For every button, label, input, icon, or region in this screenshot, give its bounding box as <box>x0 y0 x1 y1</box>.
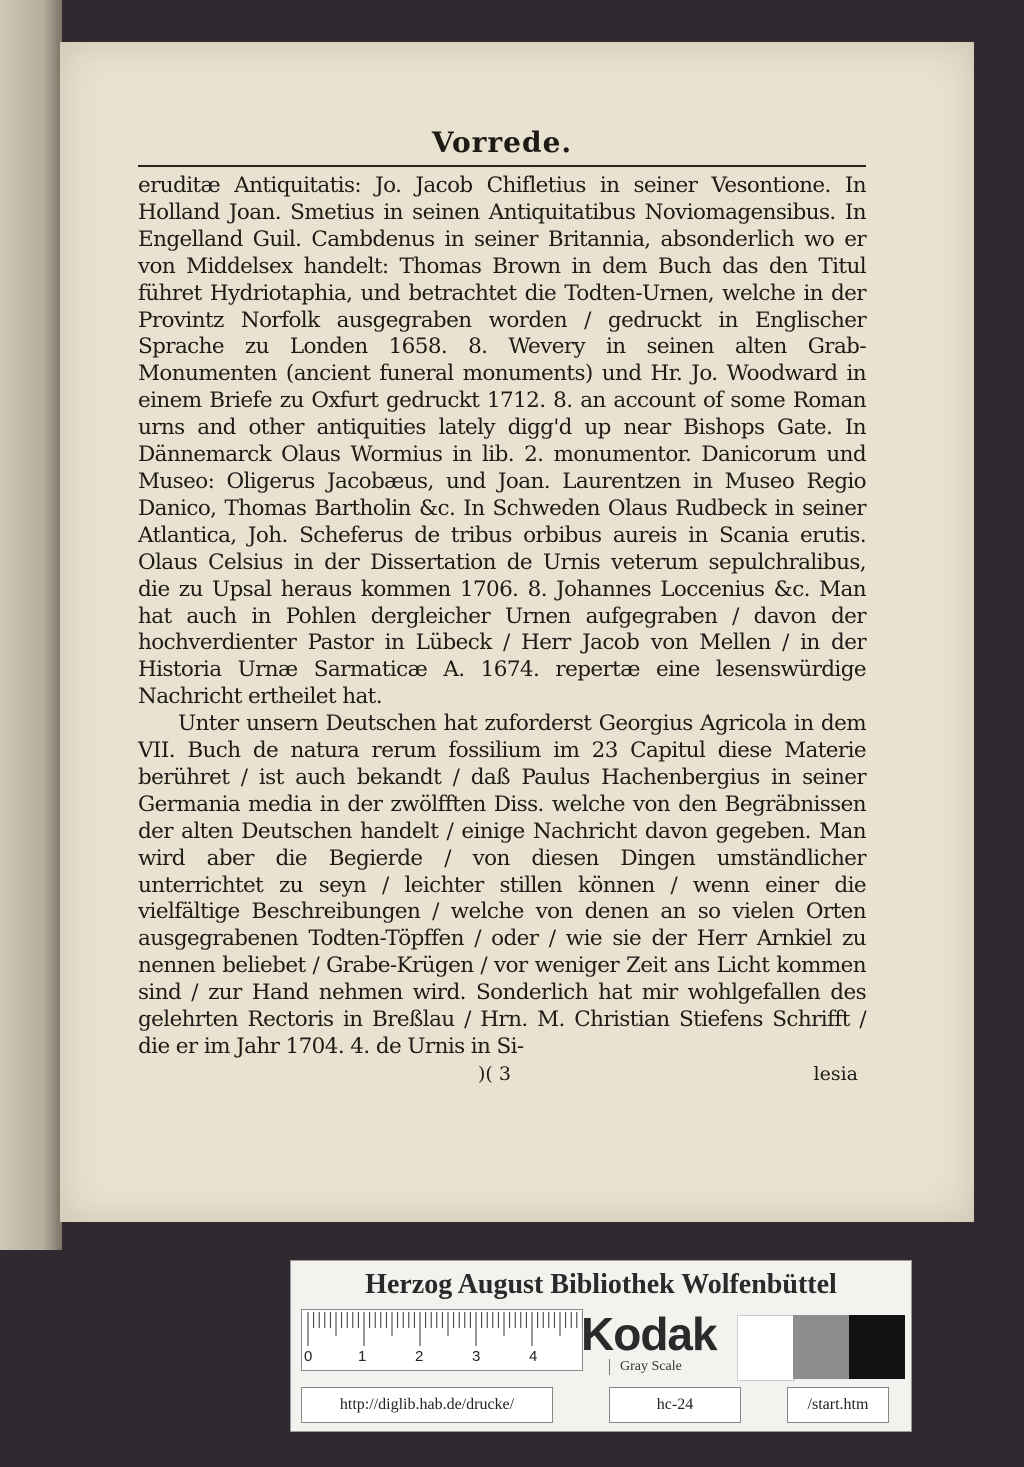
library-name: Herzog August Bibliothek Wolfenbüttel <box>365 1269 837 1300</box>
gray-swatch <box>793 1315 849 1379</box>
running-header: Vorrede. <box>138 126 866 167</box>
url-label: http://diglib.hab.de/drucke/ <box>301 1387 553 1423</box>
scan-calibration-bar <box>290 1260 912 1432</box>
facing-page-edge <box>0 0 62 1250</box>
black-swatch <box>849 1315 905 1379</box>
ruler-ticks <box>302 1310 582 1370</box>
ruler-number: 0 <box>304 1348 313 1365</box>
shelfmark-label: hc-24 <box>609 1387 741 1423</box>
kodak-logo: Kodak <box>581 1308 717 1360</box>
paragraph-2: Unter unsern Deutschen hat zuforderst Georgius Agricola in dem VII. Buch de natura rerum fossilium im 23 Capitul diese Materie berühret / ist auch bekandt / daß Paulus Hachenbergius in seiner Germania media in der zwölfften Diss. welche von den Begräbnissen der alten Deutschen handelt / einige Nachricht davon gegeben. Man wird aber die Begierde / von diesen Dingen umständlicher unterrichtet zu seyn / leichter stillen können / wenn einer die vielfältige Beschreibungen / welche von denen an so vielen Orten ausgegrabenen Todten-Töpffen / oder / wie sie der Herr Arnkiel zu nennen beliebet / Grabe-Krügen / vor weniger Zeit ans Licht kommen sind / zur Hand nehmen wird. Sonderlich hat mir wohlgefallen des gelehrten Rectoris in Breßlau / Hrn. M. Christian Stiefens Schrifft / die er im Jahr 1704. 4. de Urnis in Si- <box>138 711 866 1059</box>
ruler-number: 4 <box>529 1348 538 1365</box>
ruler-number: 2 <box>415 1348 424 1365</box>
page-footer <box>138 1063 866 1089</box>
signature-mark: )( 3 <box>478 1062 511 1085</box>
white-swatch <box>737 1315 795 1381</box>
grayscale-label: Gray Scale <box>609 1359 682 1375</box>
catchword: lesia <box>813 1062 858 1085</box>
paragraph-1: eruditæ Antiquitatis: Jo. Jacob Chifletius in seiner Vesontione. In Holland Joan. Smetius in seinen Antiquitatibus Noviomagensibus. In Engelland Guil. Cambdenus in seiner Britannia, absonderlich wo er von Middelsex handelt: Thomas Brown in dem Buch das den Titul führet Hydriotaphia, und betrachtet die Todten-Urnen, welche in der Provintz Norfolk ausgegraben worden / gedruckt in Englischer Sprache zu Londen 1658. 8. Wevery in seinen alten Grab-Monumenten (ancient funeral monuments) und Hr. Jo. Woodward in einem Briefe zu Oxfurt gedruckt 1712. 8. an account of some Roman urns and other antiquities lately digg'd up near Bishops Gate. In Dännemarck Olaus Wormius in lib. 2. monumentor. Danicorum und Museo: Oligerus Jacobæus, und Joan. Laurentzen in Museo Regio Danico, Thomas Bartholin &c. In Schweden Olaus Rudbeck in seiner Atlantica, Joh. Scheferus de tribus orbibus aureis in Scania erutis. Olaus Celsius in der Dissertation de Urnis veterum sepulchralibus, die zu Upsal heraus kommen 1706. 8. Johannes Loccenius &c. Man hat auch in Pohlen dergleicher Urnen aufgegraben / davon der hochverdienter Pastor in Lübeck / Herr Jacob von Mellen / in der Historia Urnæ Sarmaticæ A. 1674. repertæ eine lesenswürdige Nachricht ertheilet hat. <box>138 173 866 710</box>
ruler-number: 1 <box>358 1348 367 1365</box>
page-content <box>138 126 866 1089</box>
measurement-ruler <box>301 1309 583 1371</box>
ruler-number: 3 <box>472 1348 481 1365</box>
url-suffix-label: /start.htm <box>787 1387 889 1423</box>
body-text <box>138 173 866 1061</box>
book-page <box>60 42 974 1222</box>
